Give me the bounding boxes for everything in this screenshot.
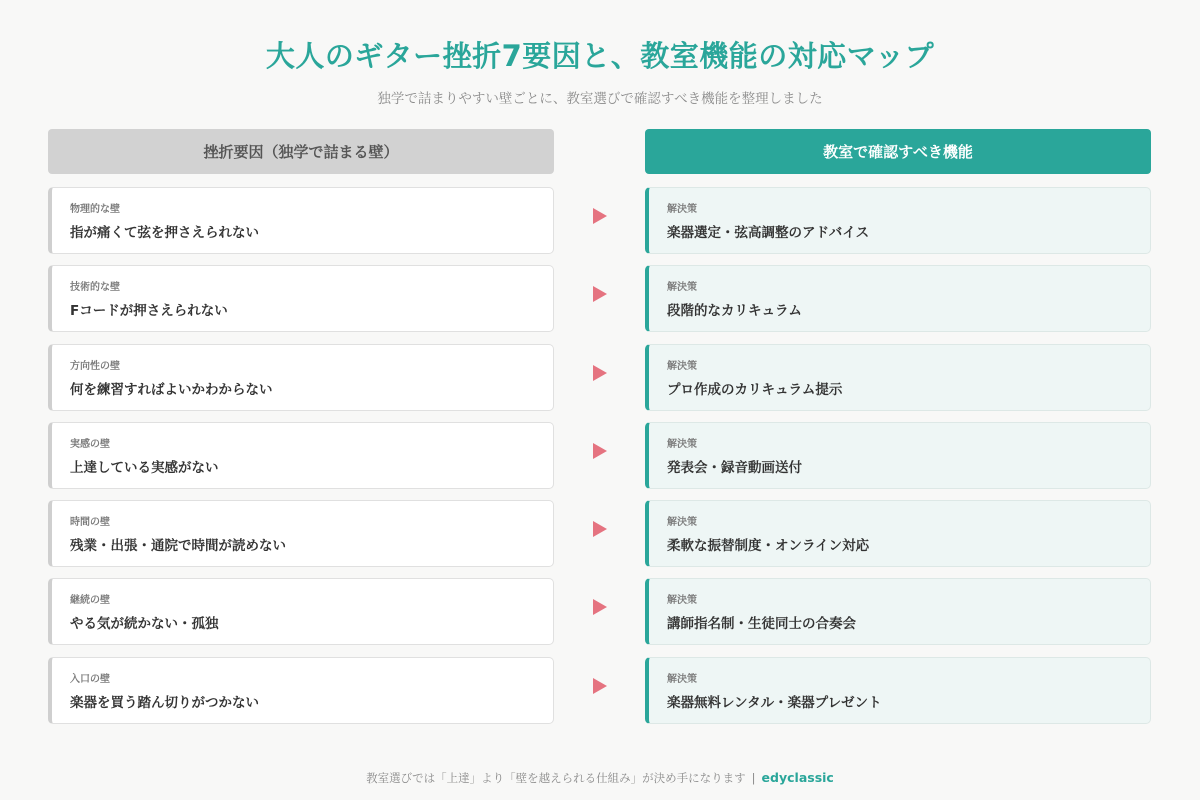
solution-text: 柔軟な振替制度・オンライン対応	[667, 538, 870, 555]
arrow-right-icon	[593, 365, 607, 381]
solution-label: 解決策	[667, 204, 697, 215]
solution-label: 解決策	[667, 360, 697, 372]
problem-card	[48, 265, 554, 332]
solution-label: 解決策	[667, 282, 697, 294]
problem-label: 継続の壁	[70, 595, 110, 607]
solution-card	[645, 344, 1151, 411]
problem-card	[48, 344, 554, 411]
mapping-row	[0, 265, 1200, 332]
problem-text: 残業・出張・通院で時間が読めない	[70, 538, 286, 555]
mapping-rows	[0, 187, 1200, 735]
arrow-right-icon	[593, 208, 607, 224]
footer-text: 教室選びでは「上達」より「壁を越えられる仕組み」が決め手になります	[366, 771, 746, 785]
problem-label: 技術的な壁	[70, 282, 120, 294]
right-column-header: 教室で確認すべき機能	[645, 129, 1151, 174]
problem-text: 楽器を買う踏ん切りがつかない	[70, 694, 259, 711]
solution-text: 発表会・録音動画送付	[667, 459, 802, 476]
page-subtitle: 独学で詰まりやすい壁ごとに、教室選びで確認すべき機能を整理しました	[377, 91, 823, 107]
problem-label: 実感の壁	[70, 438, 110, 450]
arrow-right-icon	[593, 286, 607, 302]
mapping-row	[0, 344, 1200, 411]
brand-name: edyclassic	[761, 770, 834, 785]
problem-text: 何を練習すればよいかわからない	[70, 381, 273, 398]
solution-text: 楽器無料レンタル・楽器プレゼント	[667, 694, 882, 711]
solution-label: 解決策	[667, 438, 697, 450]
footer-separator: |	[751, 771, 756, 785]
solution-card	[645, 187, 1151, 254]
arrow-right-icon	[593, 443, 607, 459]
problem-card	[48, 657, 554, 724]
problem-card	[48, 500, 554, 567]
mapping-row	[0, 500, 1200, 567]
problem-label: 物理的な壁	[70, 204, 120, 215]
solution-card	[645, 500, 1151, 567]
arrow-right-icon	[593, 599, 607, 615]
problem-label: 方向性の壁	[70, 360, 120, 372]
problem-text: 上達している実感がない	[70, 459, 219, 476]
problem-text: やる気が続かない・孤独	[70, 616, 219, 633]
footer	[0, 770, 1200, 786]
problem-card	[48, 578, 554, 645]
solution-text: 講師指名制・生徒同士の合奏会	[667, 616, 856, 633]
mapping-row	[0, 422, 1200, 489]
problem-card	[48, 187, 554, 254]
solution-label: 解決策	[667, 517, 697, 529]
solution-card	[645, 422, 1151, 489]
problem-label: 時間の壁	[70, 517, 110, 529]
problem-card	[48, 422, 554, 489]
solution-label: 解決策	[667, 673, 697, 685]
problem-label: 入口の壁	[70, 673, 110, 685]
solution-card	[645, 657, 1151, 724]
solution-label: 解決策	[667, 595, 697, 607]
solution-card	[645, 265, 1151, 332]
left-column-header: 挫折要因（独学で詰まる壁）	[48, 129, 554, 174]
solution-text: 段階的なカリキュラム	[667, 303, 802, 320]
page-title: 大人のギター挫折7要因と、教室機能の対応マップ	[265, 39, 935, 73]
problem-text: Fコードが押さえられない	[70, 303, 228, 320]
mapping-row	[0, 187, 1200, 254]
solution-card	[645, 578, 1151, 645]
mapping-row	[0, 578, 1200, 645]
arrow-right-icon	[593, 678, 607, 694]
mapping-row	[0, 657, 1200, 724]
solution-text: 楽器選定・弦高調整のアドバイス	[667, 225, 870, 241]
problem-text: 指が痛くて弦を押さえられない	[70, 225, 259, 241]
solution-text: プロ作成のカリキュラム提示	[667, 381, 843, 398]
arrow-right-icon	[593, 521, 607, 537]
